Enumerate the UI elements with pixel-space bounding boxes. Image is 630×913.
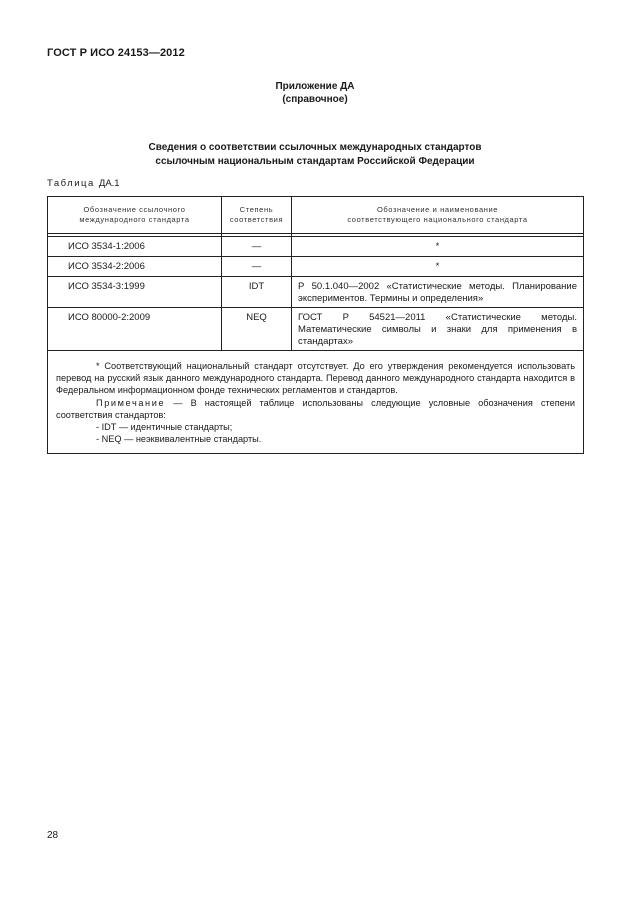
table-notes-row	[48, 351, 584, 454]
note-label: Примечание	[96, 397, 166, 408]
section-title-line-1: Сведения о соответствии ссылочных международных стандартов	[148, 142, 482, 153]
page-number: 28	[47, 830, 59, 841]
header-degree-of-correspondence: Степень соответствия	[222, 197, 292, 234]
correspondence-table	[47, 196, 584, 454]
table-notes	[48, 351, 584, 454]
cell-national: Р 50.1.040—2002 «Статистические методы. Планирование экспериментов. Термины и определения»	[292, 277, 584, 308]
legend-item-neq: - NEQ — неэквивалентные стандарты.	[96, 434, 262, 445]
cell-national: ГОСТ Р 54521—2011 «Статистические методы. Математические символы и знаки для применения в стандартах»	[292, 308, 584, 351]
table-label	[47, 178, 120, 189]
table-header-row	[48, 197, 584, 234]
cell-standard: ИСО 80000-2:2009	[48, 308, 222, 351]
header-national-standard: Обозначение и наименование соответствующего национального стандарта	[292, 197, 584, 234]
table-row	[48, 308, 584, 351]
note-paragraph	[56, 397, 575, 421]
table-row	[48, 277, 584, 308]
appendix-subtitle: (справочное)	[282, 94, 348, 105]
cell-standard: ИСО 3534-2:2006	[48, 257, 222, 277]
table-row	[48, 257, 584, 277]
table-label-number: ДА.1	[98, 178, 120, 189]
table-label-word: Таблица	[47, 178, 95, 189]
section-title	[0, 141, 630, 169]
cell-national: *	[292, 257, 584, 277]
footnote-text: * Соответствующий национальный стандарт отсутствует. До его утверждения рекомендуется использовать перевод на русский язык данного международного стандарта. Перевод данного международного стандарта находится в Федеральном информационном фонде технических регламентов и стандартов.	[56, 361, 575, 396]
note-text: — В настоящей таблице использованы следующие условные обозначения степени соответствия стандартов:	[56, 397, 575, 420]
cell-degree: —	[222, 257, 292, 277]
header-international-standard: Обозначение ссылочного международного стандарта	[48, 197, 222, 234]
cell-degree: NEQ	[222, 308, 292, 351]
appendix-heading	[0, 80, 630, 106]
appendix-title: Приложение ДА	[275, 81, 355, 92]
document-code-header: ГОСТ Р ИСО 24153—2012	[47, 47, 185, 59]
section-title-line-2: ссылочным национальным стандартам Российской Федерации	[155, 156, 475, 167]
cell-standard: ИСО 3534-3:1999	[48, 277, 222, 308]
cell-degree: IDT	[222, 277, 292, 308]
cell-national: *	[292, 237, 584, 257]
cell-standard: ИСО 3534-1:2006	[48, 237, 222, 257]
legend-item-idt: - IDT — идентичные стандарты;	[96, 422, 233, 433]
cell-degree: —	[222, 237, 292, 257]
table-row	[48, 237, 584, 257]
